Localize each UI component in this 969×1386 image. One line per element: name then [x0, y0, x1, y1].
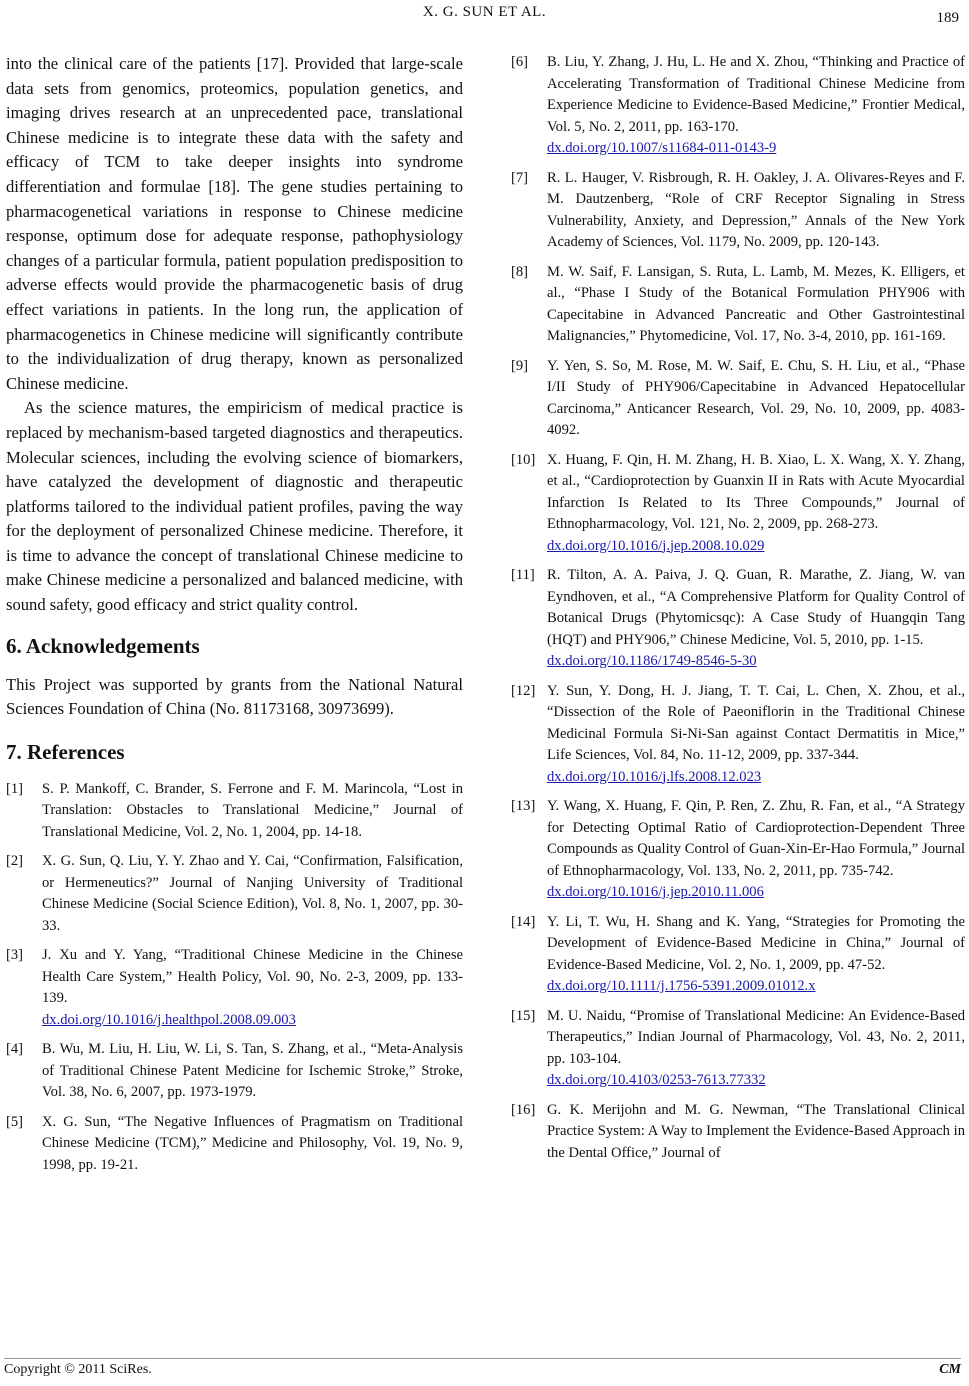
reference-number: [10] [511, 451, 536, 468]
reference-item [511, 356, 965, 442]
reference-number: [1] [6, 780, 24, 797]
footer-rule [4, 1358, 961, 1359]
reference-number: [14] [511, 913, 536, 930]
reference-item [511, 1006, 965, 1092]
reference-item [6, 851, 463, 937]
reference-number: [12] [511, 682, 536, 699]
reference-number: [4] [6, 1041, 24, 1058]
reference-number: [6] [511, 54, 529, 70]
doi-link[interactable]: dx.doi.org/10.1016/j.lfs.2008.12.023 [547, 768, 762, 785]
references-heading: 7. References [6, 739, 125, 764]
running-title: X. G. SUN ET AL. [422, 4, 547, 20]
doi-link[interactable]: dx.doi.org/10.1186/1749-8546-5-30 [547, 653, 757, 669]
reference-text: X. Huang, F. Qin, H. M. Zhang, H. B. Xiao, L. X. Wang, X. Y. Zhang, et al., “Cardioprotection by Guanxin II in Rats with Acute Myocardial Infarction Is Related to Its Three Compounds,” Journal of Ethnopharmacology, Vol. 121, No. 2, 2009, pp. 268-273. [547, 451, 965, 532]
reference-number: [16] [511, 1101, 536, 1118]
reference-text: M. W. Saif, F. Lansigan, S. Ruta, L. Lamb, M. Mezes, K. Elligers, et al., “Phase I Study of the Botanical Formulation PHY906 with Capecitabine in Advanced Pancreatic and Other Gastrointestinal Malignancies,” Phytomedicine, Vol. 17, No. 3-4, 2010, pp. 161-169. [547, 263, 965, 344]
doi-link[interactable]: dx.doi.org/10.1016/j.healthpol.2008.09.003 [42, 1011, 296, 1028]
reference-number: [2] [6, 853, 24, 870]
reference-item [6, 945, 463, 1031]
reference-item [511, 168, 965, 254]
right-column [511, 6, 965, 1164]
reference-text: Y. Li, T. Wu, H. Shang and K. Yang, “Strategies for Promoting the Development of Evidence-Based Medicine in China,” Journal of Evidence-Based Medicine, Vol. 2, No. 1, 2009, pp. 47-52. [547, 913, 965, 973]
acknowledgements-text: This Project was supported by grants from the National Natural Sciences Foundation of China (No. 81173168, 30973699). [6, 674, 463, 719]
reference-number: [5] [6, 1113, 24, 1130]
reference-item [511, 796, 965, 904]
reference-text: S. P. Mankoff, C. Brander, S. Ferrone and F. M. Marincola, “Lost in Translation: Obstacles to Translational Medicine,” Journal of Translational Medicine, Vol. 2, No. 1, 2004, pp. 14-18. [42, 780, 463, 840]
page-number: 189 [936, 10, 959, 26]
body-paragraph: into the clinical care of the patients [17]. Provided that large-scale data sets from genomics, proteomics, population genetics, and imaging drives research at an unprecedented pace, translational Chinese medicine is to integrate these data with the safety and efficacy of TCM to take deeper insights into syndrome differentiation and formulae [18]. The gene studies pertaining to pharmacogenetical variations in response to Chinese medicine response, optimum dose for adequate response, pathophysiology changes of a particular formula, patient population predisposition to adverse effects would provide the pharmacogenetic basis of drug effect variations in patients. In the long run, the application of pharmacogenetics in Chinese medicine will significantly contribute to the individualization of drug therapy, known as personalized Chinese medicine. [6, 54, 463, 393]
reference-text: Y. Wang, X. Huang, F. Qin, P. Ren, Z. Zhu, R. Fan, et al., “A Strategy for Detecting Optimal Ratio of Cardioprotection-Dependent Three Compounds as Quality Control of Guan-Xin-Er-Hao Formula,” Journal of Ethnopharmacology, Vol. 133, No. 2, 2011, pp. 735-742. [547, 798, 965, 879]
reference-item [6, 779, 463, 844]
reference-item [6, 1039, 463, 1104]
reference-number: [11] [511, 567, 535, 583]
acknowledgements-heading: 6. Acknowledgements [6, 633, 200, 658]
journal-abbrev: CM [939, 1362, 961, 1377]
reference-text: Y. Yen, S. So, M. Rose, M. W. Saif, E. Chu, S. H. Liu, et al., “Phase I/II Study of PHY906/Capecitabine in Advanced Hepatocellular Carcinoma,” Anticancer Research, Vol. 29, No. 10, 2009, pp. 4083-4092. [547, 357, 965, 438]
reference-item [511, 565, 965, 673]
doi-link[interactable]: dx.doi.org/10.1016/j.jep.2010.11.006 [547, 884, 764, 900]
reference-text: X. G. Sun, Q. Liu, Y. Y. Zhao and Y. Cai, “Confirmation, Falsification, or Hermeneutics?” Journal of Nanjing University of Traditional Chinese Medicine (Social Science Edition), Vol. 8, No. 1, 2007, pp. 30-33. [42, 853, 463, 934]
reference-text: Y. Sun, Y. Dong, H. J. Jiang, T. T. Cai, L. Chen, X. Zhou, et al., “Dissection of the Role of Paeoniflorin in the Traditional Chinese Medicinal Formula Si-Ni-San against Contact Dermatitis in Mice,” Life Sciences, Vol. 84, No. 11-12, 2009, pp. 337-344. [547, 682, 965, 763]
reference-number: [15] [511, 1007, 536, 1024]
page-footer [0, 1362, 969, 1384]
reference-item [511, 52, 965, 160]
reference-text: X. G. Sun, “The Negative Influences of Pragmatism on Traditional Chinese Medicine (TCM),” Medicine and Philosophy, Vol. 19, No. 9, 1998, pp. 19-21. [42, 1113, 463, 1173]
reference-number: [7] [511, 169, 529, 186]
reference-text: G. K. Merijohn and M. G. Newman, “The Translational Clinical Practice System: A Way to Implement the Evidence-Based Approach in the Dental Office,” Journal of [547, 1101, 965, 1161]
doi-link[interactable]: dx.doi.org/10.1007/s11684-011-0143-9 [547, 140, 777, 156]
doi-link[interactable]: dx.doi.org/10.1016/j.jep.2008.10.029 [547, 537, 765, 554]
reference-number: [13] [511, 798, 536, 814]
reference-number: [9] [511, 357, 529, 374]
reference-text: M. U. Naidu, “Promise of Translational Medicine: An Evidence-Based Therapeutics,” Indian Journal of Pharmacology, Vol. 43, No. 2, 2011, pp. 103-104. [547, 1007, 965, 1067]
reference-text: B. Wu, M. Liu, H. Liu, W. Li, S. Tan, S. Zhang, et al., “Meta-Analysis of Traditional Chinese Patent Medicine for Ischemic Stroke,” Stroke, Vol. 38, No. 6, 2007, pp. 1973-1979. [42, 1041, 463, 1101]
doi-link[interactable]: dx.doi.org/10.1111/j.1756-5391.2009.01012.x [547, 978, 816, 994]
reference-text: J. Xu and Y. Yang, “Traditional Chinese Medicine in the Chinese Health Care System,” Health Policy, Vol. 90, No. 2-3, 2009, pp. 133-139. [42, 947, 463, 1007]
reference-item [511, 912, 965, 998]
doi-link[interactable]: dx.doi.org/10.4103/0253-7613.77332 [547, 1072, 766, 1088]
reference-item [511, 1100, 965, 1165]
reference-item [6, 1112, 463, 1177]
left-column [6, 52, 463, 1176]
copyright-notice: Copyright © 2011 SciRes. [4, 1362, 152, 1377]
reference-text: R. L. Hauger, V. Risbrough, R. H. Oakley, J. A. Olivares-Reyes and F. M. Dautzenberg, “Role of CRF Receptor Signaling in Stress Vulnerability, Anxiety, and Depression,” Annals of the New York Academy of Sciences, Vol. 1179, No. 2009, pp. 120-143. [547, 169, 965, 250]
reference-number: [3] [6, 947, 24, 964]
body-paragraph: As the science matures, the empiricism of medical practice is replaced by mechanism-based targeted diagnostics and therapeutics. Molecular sciences, including the evolving science of biomarkers, have catalyzed the development of diagnostic and therapeutic platforms tailored to the individual patient profiles, paving the way for the deployment of personalized Chinese medicine. Therefore, it is time to advance the concept of translational Chinese medicine to make Chinese medicine a personalized and balanced medicine, with sound safety, good efficacy and strict quality control. [6, 398, 463, 615]
reference-item [511, 450, 965, 558]
reference-number: [8] [511, 263, 529, 280]
reference-item [511, 681, 965, 789]
reference-item [511, 262, 965, 348]
reference-text: B. Liu, Y. Zhang, J. Hu, L. He and X. Zhou, “Thinking and Practice of Accelerating Transformation of Traditional Chinese Medicine from Experience Medicine to Evidence-Based Medicine,” Frontier Medical, Vol. 5, No. 2, 2011, pp. 163-170. [547, 54, 965, 135]
reference-text: R. Tilton, A. A. Paiva, J. Q. Guan, R. Marathe, Z. Jiang, W. van Eyndhoven, et al., “A Comprehensive Platform for Quality Control of Botanical Drugs (Phytomicsqc): A Case Study of Huangqin Tang (HQT) and PHY906,” Chinese Medicine, Vol. 5, 2010, pp. 1-15. [547, 567, 965, 648]
